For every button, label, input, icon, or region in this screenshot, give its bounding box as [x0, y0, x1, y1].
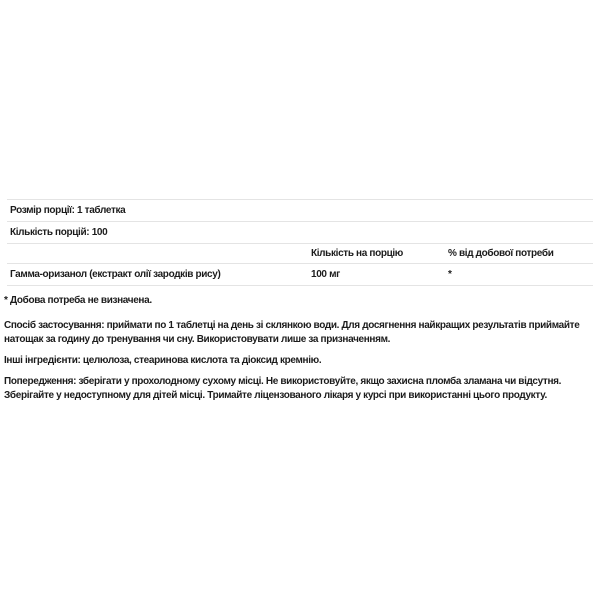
directions-paragraph: [4, 319, 596, 347]
table-row: [7, 264, 593, 286]
warnings-line-1: Попередження: зберігати у прохолодному сухому місці. Не використовуйте, якщо захисна пломба зламана чи відсутня.: [4, 376, 562, 387]
table-header-row: [7, 244, 593, 264]
warnings-paragraph: [4, 375, 596, 403]
servings-count-text: Кількість порцій: 100: [10, 227, 108, 238]
ingredient-name: Гамма-оризанол (екстракт олії зародків рису): [10, 269, 221, 280]
supplement-facts-panel: [4, 199, 596, 403]
directions-line-1: Спосіб застосування: приймати по 1 таблетці на день зі склянкою води. Для досягнення найкращих результатів приймайте: [4, 320, 580, 331]
other-ingredients-paragraph: [4, 354, 596, 368]
ingredient-daily-value: *: [448, 269, 452, 280]
serving-size-text: Розмір порції: 1 таблетка: [10, 205, 126, 216]
supplement-facts-table: [7, 199, 593, 286]
empty-header-cell: [7, 244, 311, 263]
servings-count-row: [7, 222, 593, 244]
serving-size-row: [7, 200, 593, 222]
other-ingredients-line: Інші інгредієнти: целюлоза, стеаринова кислота та діоксид кремнію.: [4, 355, 322, 366]
amount-per-serving-header: Кількість на порцію: [311, 248, 404, 259]
warnings-line-2: Зберігайте у недоступному для дітей місці. Тримайте ліцензованого лікаря у курсі при використанні цього продукту.: [4, 390, 547, 401]
directions-line-2: натощак за годину до тренування чи сну. Використовувати лише за призначенням.: [4, 334, 391, 345]
ingredient-amount: 100 мг: [311, 269, 340, 280]
daily-value-header: % від добової потреби: [448, 248, 554, 259]
daily-value-footnote: * Добова потреба не визначена.: [4, 295, 152, 306]
